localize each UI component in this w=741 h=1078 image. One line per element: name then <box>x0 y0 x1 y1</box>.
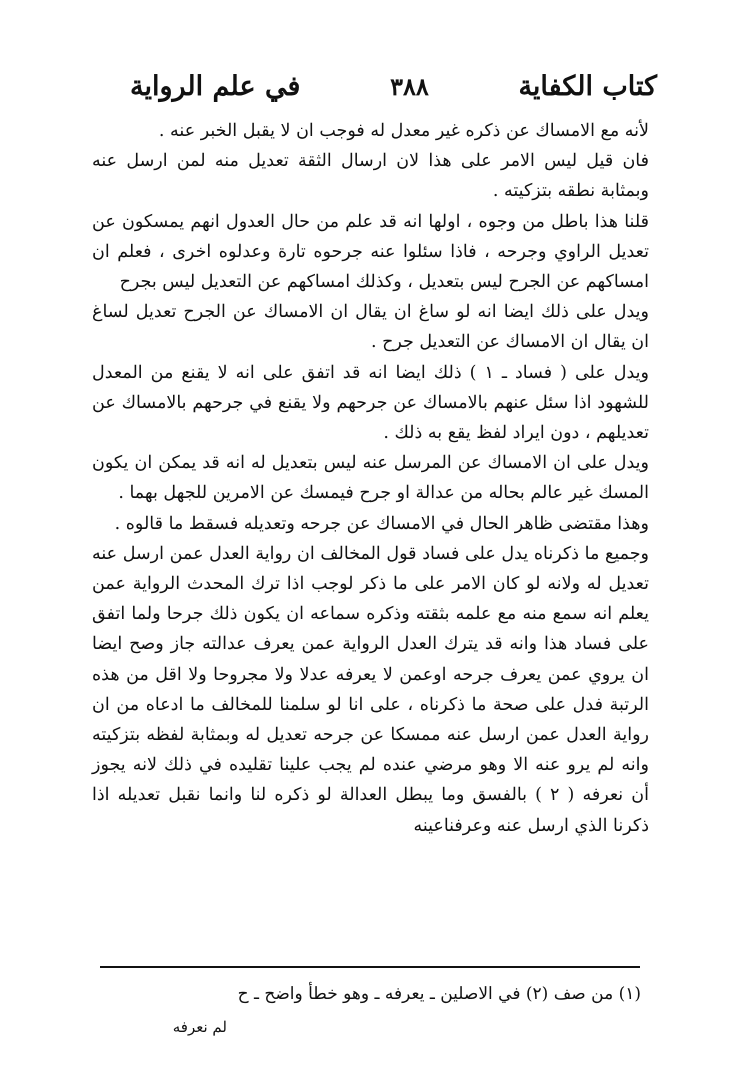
margin-annotation: لم نعرفه <box>172 1018 227 1036</box>
page-number: ٣٨٨ <box>390 71 429 101</box>
running-header <box>130 64 657 108</box>
footnote-divider <box>100 966 640 968</box>
paragraph: وجميع ما ذكرناه يدل على فساد قول المخالف ان رواية العدل عمن ارسل عنه تعديل له ولانه لو كان الامر على ما ذكر لوجب اذا ترك المحدث الرواية عمن يعلم انه سمع منه مع علمه بثقته وذكره سماعه ان يكون ذلك جرحا ولما اتفق على فساد هذا وانه قد يترك العدل الرواية عمن يعرف عدالته جاز وصح ايضا ان يروي عمن يعرف جرحه اوعمن لا يعرفه عدلا ولا مجروحا ولا اقل من هذه الرتبة فدل على صحة ما ذكرناه ، على انا لو سلمنا للمخالف ما ادعاه من ان رواية العدل عمن ارسل عنه ممسكا عن جرحه تعديل له وبمثابة لفظه بتزكيته وانه لم يرو عنه الا وهو مرضي عنده لم يجب علينا تقليده في ذلك لانه يجوز أن نعرفه ( ٢ ) بالفسق وما يبطل العدالة لو ذكره لنا وانما نقبل تعديله اذا ذكرنا الذي ارسل عنه وعرفناعينه <box>92 543 649 836</box>
paragraph: فان قيل ليس الامر على هذا لان ارسال الثقة تعديل منه لمن ارسل عنه وبمثابة نطقه بتزكيته . <box>92 151 649 202</box>
book-title: كتاب الكفاية <box>518 70 657 102</box>
footnote: (١) من صف (٢) في الاصلين ـ يعرفه ـ وهو خطأ واضح ـ ح <box>237 984 641 1004</box>
paragraph: ويدل على ذلك ايضا انه لو ساغ ان يقال ان الامساك عن الجرح تعديل لساغ ان يقال ان الامساك عن التعديل جرح . <box>92 302 649 353</box>
paragraph: ويدل على ( فساد ـ ١ ) ذلك ايضا انه قد اتفق على انه لا يقنع من المعدل للشهود اذا سئل عنهم بالامساك عن جرحهم ولا يقنع في جرحهم بالامساك عن تعديلهم ، دون ايراد لفظ يقع به ذلك . <box>92 362 649 444</box>
paragraph: قلنا هذا باطل من وجوه ، اولها انه قد علم من حال العدول انهم يمسكون عن تعديل الراوي وجرحه ، فاذا سئلوا عنه جرحوه تارة وعدلوه اخرى ، فعلم ان امساكهم عن الجرح ليس بتعديل ، وكذلك امساكهم عن التعديل ليس بجرح <box>92 211 649 293</box>
main-text <box>92 116 649 841</box>
paragraph: ويدل على ان الامساك عن المرسل عنه ليس بتعديل له انه قد يمكن ان يكون المسك غير عالم بحاله من عدالة او جرح فيمسك عن الامرين للجهل بهما . <box>92 453 649 504</box>
paragraph: لأنه مع الامساك عن ذكره غير معدل له فوجب ان لا يقبل الخبر عنه . <box>158 121 649 141</box>
paragraph: وهذا مقتضى ظاهر الحال في الامساك عن جرحه وتعديله فسقط ما قالوه . <box>114 513 649 534</box>
subject-title: في علم الرواية <box>130 70 301 102</box>
